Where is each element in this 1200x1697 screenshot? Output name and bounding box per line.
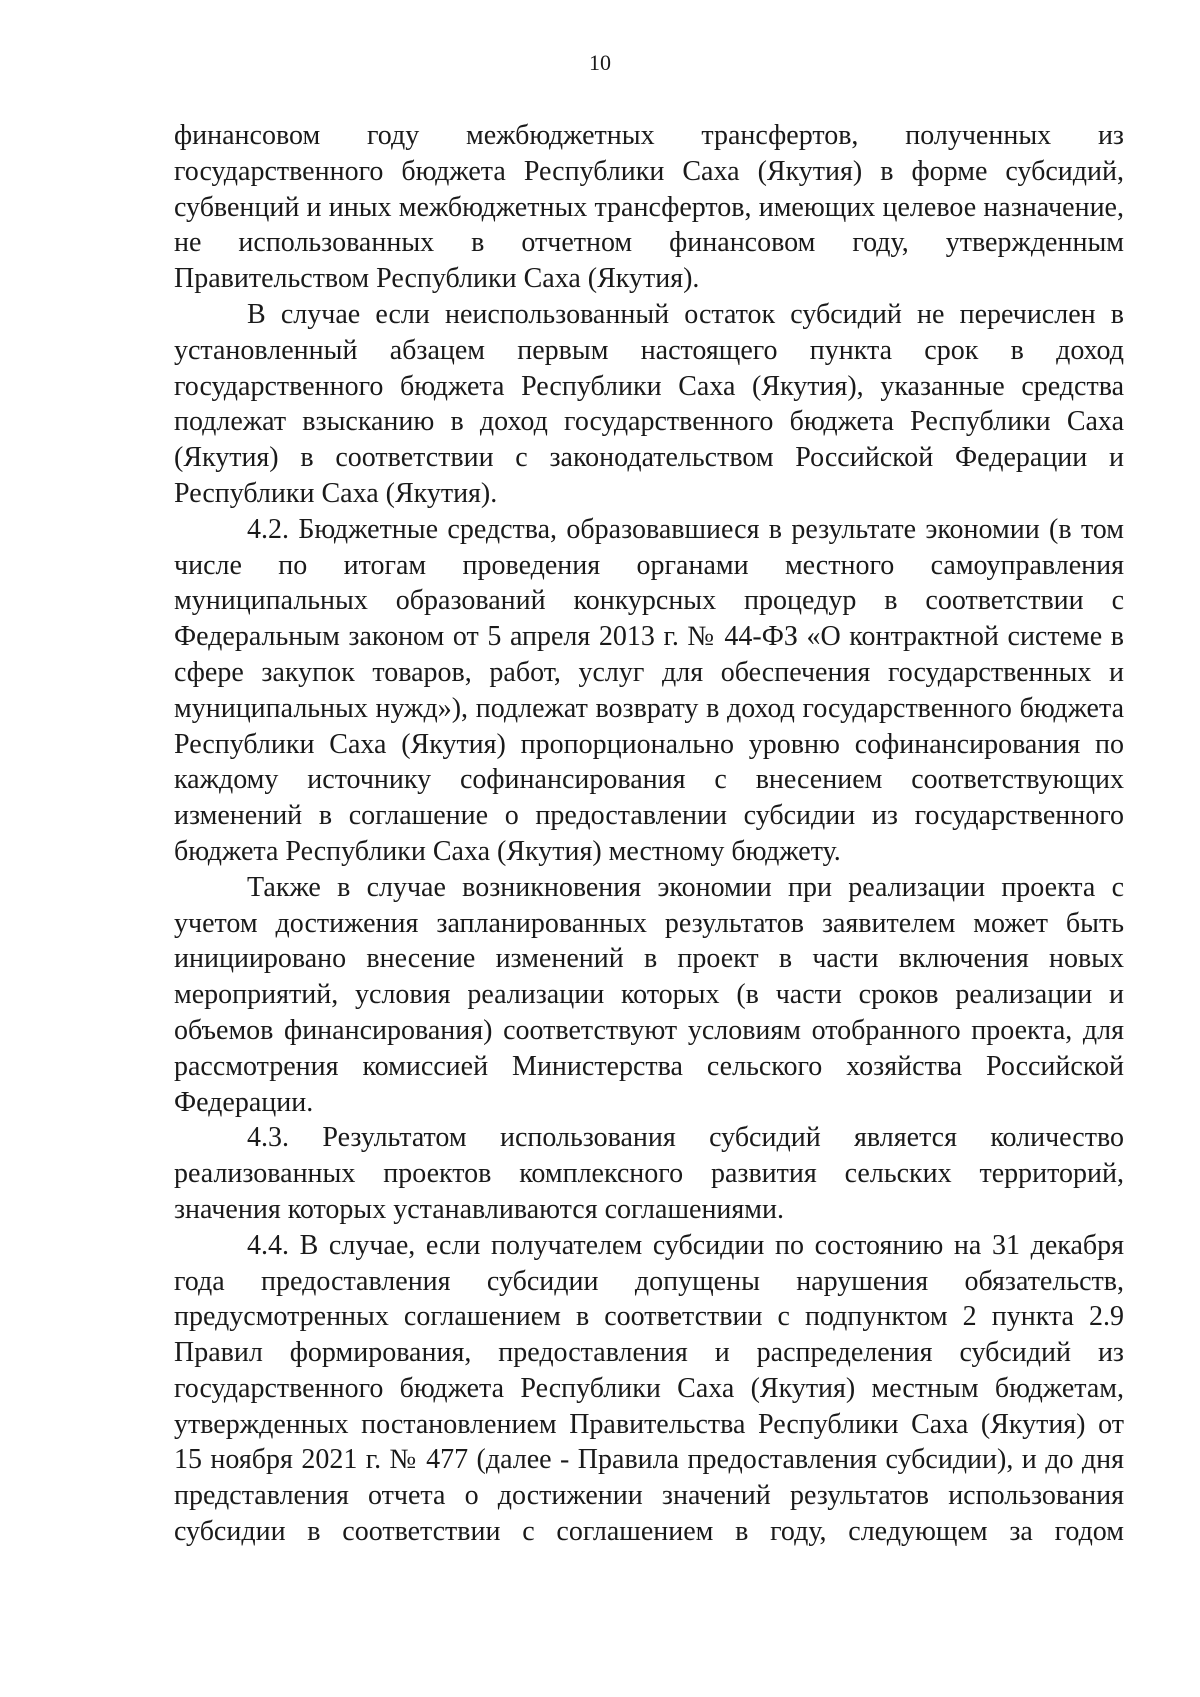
- paragraph-4-3: 4.3. Результатом использования субсидий является количество реализованных проектов комплексного развития сельских территорий, значения которых устанавливаются соглашениями.: [174, 1122, 1124, 1225]
- paragraph-economy: Также в случае возникновения экономии при реализации проекта с учетом достижения запланированных результатов заявителем может быть инициировано внесение изменений в проект в части включения новых мероприятий, условия реализации которых (в части сроков реализации и объемов финансирования) соответствуют условиям отобранного проекта, для рассмотрения комиссией Министерства сельского хозяйства Российской Федерации.: [174, 871, 1124, 1118]
- paragraph-4-2: 4.2. Бюджетные средства, образовавшиеся в результате экономии (в том числе по итогам проведения органами местного самоуправления муниципальных образований конкурсных процедур в соответствии с Федеральным законом от 5 апреля 2013 г. № 44-ФЗ «О контрактной системе в сфере закупок товаров, работ, услуг для обеспечения государственных и муниципальных нужд»), подлежат возврату в доход государственного бюджета Республики Саха (Якутия) пропорционально уровню софинансирования по каждому источнику софинансирования с внесением соответствующих изменений в соглашение о предоставлении субсидии из государственного бюджета Республики Саха (Якутия) местному бюджету.: [174, 513, 1124, 867]
- document-body: [174, 118, 1124, 1550]
- paragraph-continuation: финансовом году межбюджетных трансфертов, полученных из государственного бюджета Республики Саха (Якутия) в форме субсидий, субвенций и иных межбюджетных трансфертов, имеющих целевое назначение, не использованных в отчетном финансовом году, утвержденным Правительством Республики Саха (Якутия).: [174, 120, 1124, 295]
- paragraph-4-4: 4.4. В случае, если получателем субсидии по состоянию на 31 декабря года предоставления субсидии допущены нарушения обязательств, предусмотренных соглашением в соответствии с подпунктом 2 пункта 2.9 Правил формирования, предоставления и распределения субсидий из государственного бюджета Республики Саха (Якутия) местным бюджетам, утвержденных постановлением Правительства Республики Саха (Якутия) от 15 ноября 2021 г. № 477 (далее - Правила предоставления субсидии), и до дня представления отчета о достижении значений результатов использования субсидии в соответствии с соглашением в году, следующем за годом: [174, 1229, 1124, 1548]
- page-number: 10: [589, 50, 611, 75]
- paragraph-unused-balance: В случае если неиспользованный остаток субсидий не перечислен в установленный абзацем первым настоящего пункта срок в доход государственного бюджета Республики Саха (Якутия), указанные средства подлежат взысканию в доход государственного бюджета Республики Саха (Якутия) в соответствии с законодательством Российской Федерации и Республики Саха (Якутия).: [174, 298, 1124, 509]
